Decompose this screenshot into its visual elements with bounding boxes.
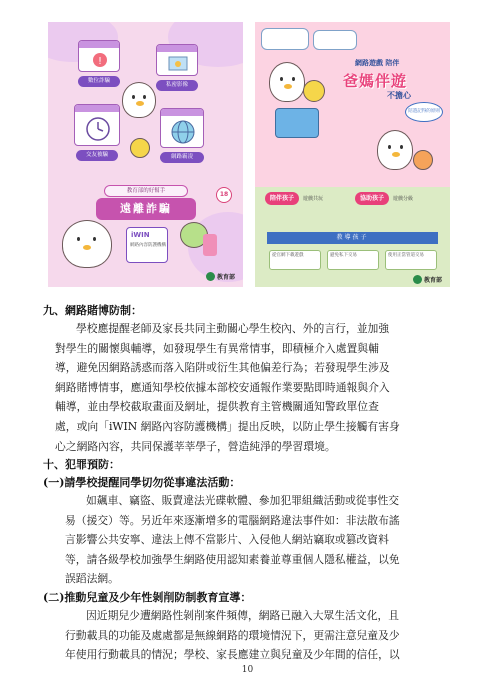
text-line: 行動載具的功能及處處都是無線網路的環境情況下，更需注意兒童及少 [65,628,400,642]
text-line: 言影響公共安寧、違法上傳不當影片、入侵他人網站竊取或篡改資料 [65,533,389,547]
poster-title: 爸媽伴遊 [343,72,408,90]
tag-note: 遊戲分級 [393,196,414,202]
rule-badge: 陪遊記得的原則 [405,102,443,122]
pill-label: 網路霸凌 [160,152,204,163]
banner-title: 遠離詐騙 [96,198,196,220]
text-line: 輔導，並由學校截取畫面及網址，提供教育主管機關通知警政單位查 [55,400,379,414]
section-heading-crime: 十、犯罪預防： [43,458,120,471]
moe-logo-text: 教育部 [423,276,442,284]
banner-top: 教育部的好幫手 [104,185,188,197]
chick-character [130,138,150,158]
subsection-heading-exploitation: (二)推動兒童及少年性剝削防制教育宣導： [43,591,252,604]
tip-card: 使用正當管道交易 [385,250,437,270]
teach-strip: 教導孩子 [267,232,438,244]
paragraph-exploitation-prevention [65,606,447,665]
tag-note: 遊戲共玩 [303,196,324,202]
iwin-card [126,227,168,263]
poster-online-safety [48,22,243,287]
speech-bubble [313,30,357,50]
chick-character [413,150,433,170]
text-line: 處，或向「iWIN 網路內容防護機構」提出反映，以防止學生接觸有害身 [55,419,400,433]
image-icon [156,44,198,76]
text-line: 易（援交）等。另近年來逐漸增多的電腦網路違法事件如：非法散布謠 [65,513,400,527]
tag-label: 陪伴孩子 [265,192,299,205]
text-line: 如飆車、竊盜、販賣違法光碟軟體、參加犯罪組織活動或從事性交 [86,494,400,507]
text-line: 等，請各級學校加強學生網路使用認知素養並尊重個人隱私權益，以免 [65,552,400,566]
moe-logo [206,271,235,281]
text-line: 導，避免因網路誘惑而落入陷阱或衍生其他偏差行為；若發現學生涉及 [55,361,390,375]
poster-subtitle: 不擔心 [387,91,411,100]
subsection-heading-illegal: (一)請學校提醒同學切勿從事違法活動： [43,476,241,489]
age-rating-badge: 18 [216,187,232,203]
text-line: 學校應提醒老師及家長共同主動關心學生校內、外的言行，並加強 [76,322,390,335]
text-line: 年使用行動載具的情況；學校、家長應建立與兒童及少年間的信任，以 [65,648,400,662]
tip-card: 從官網下載遊戲 [269,250,321,270]
mascot-character [269,62,305,102]
paragraph-gambling [55,319,447,456]
mascot-character [62,220,112,268]
moe-logo-icon [206,272,215,281]
text-line: 誤蹈法網。 [65,572,119,586]
scam-warning-icon [78,40,120,72]
pill-label: 私密影像 [156,80,198,91]
tip-card: 避免私下交易 [327,250,379,270]
megaphone-icon [203,234,217,256]
tag-label: 協助孩子 [355,192,389,205]
clock-icon [74,104,120,146]
poster-parent-gaming [255,22,450,287]
text-line: 心之網路內容，共同保護莘莘學子，營造純淨的學習環境。 [55,439,336,453]
text-line: 對學生的關懷與輔導，如發現學生有異常情事，即積極介入處置與輔 [55,341,379,355]
text-line: 網路賭博情事，應通知學校依據本部校安通報作業要點即時通報與介入 [55,380,390,394]
speech-bubble [261,28,309,50]
pill-label: 交友被騙 [76,150,118,161]
page-number: 10 [241,665,254,675]
svg-text:!: ! [97,56,103,67]
moe-logo [413,274,442,284]
paragraph-illegal-activities [65,491,447,589]
moe-logo-text: 教育部 [216,273,235,281]
moe-logo-icon [413,275,422,284]
mascot-character [122,82,156,118]
game-console-icon [275,108,319,138]
pill-label: 數位詐騙 [78,76,120,87]
section-heading-gambling: 九、網路賭博防制： [43,304,142,317]
mascot-character [377,130,413,170]
iwin-note: 網路內容防護機構 [130,243,166,248]
text-line: 因近期兒少遭網路性剝削案件頻傳，網路已融入大眾生活文化，且 [86,609,400,622]
poster-kicker: 網路遊戲 陪伴 [355,59,400,67]
chick-character [303,80,325,102]
globe-icon [160,108,204,148]
iwin-label: iWIN [131,231,150,239]
